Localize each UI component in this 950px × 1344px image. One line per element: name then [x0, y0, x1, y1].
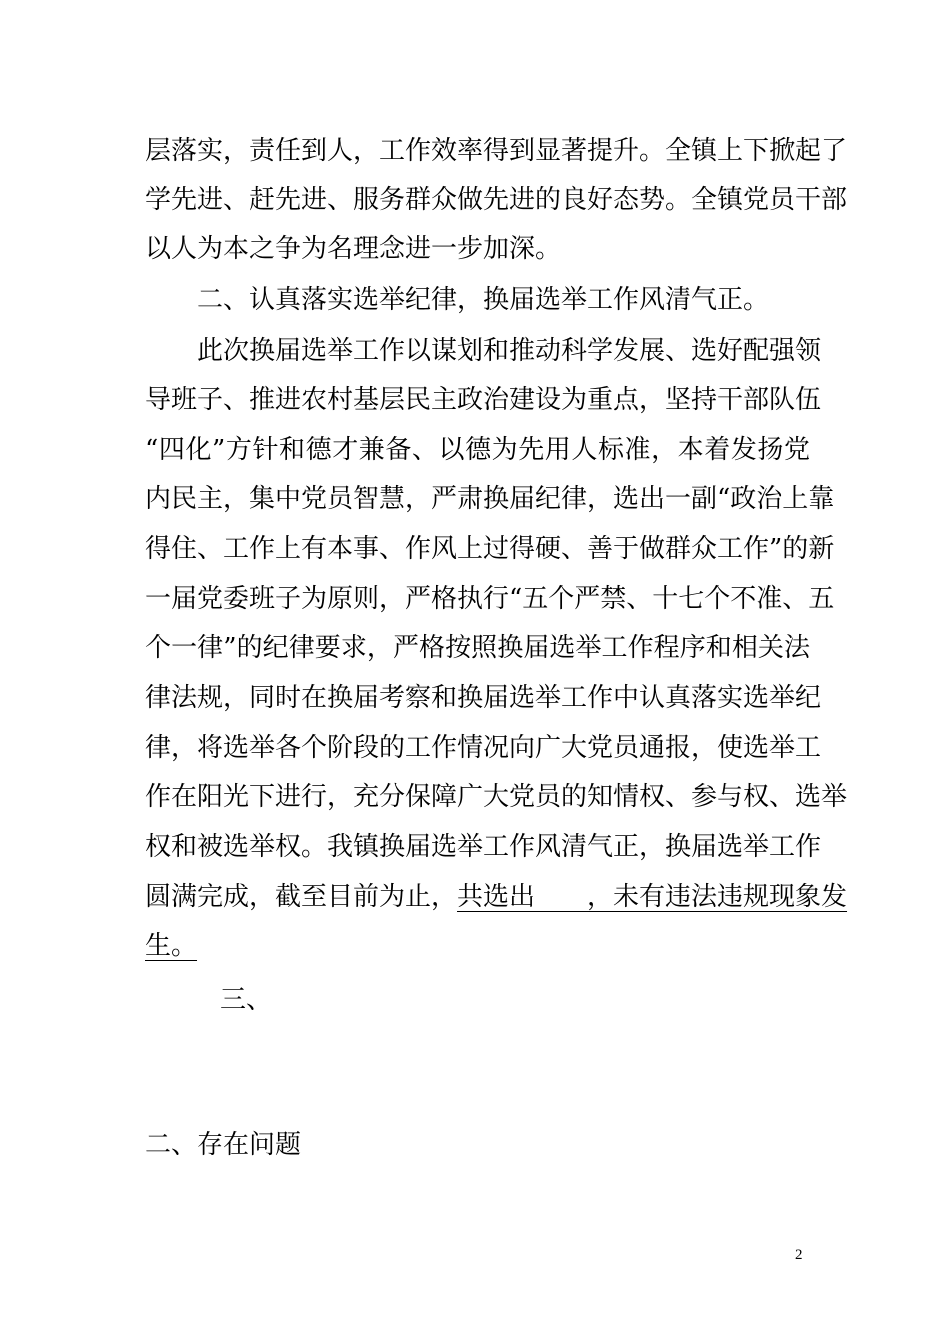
section-heading-three: 三、 [220, 985, 273, 1015]
page-number: 2 [795, 1247, 803, 1263]
body-line-5: 此次换届选举工作以谋划和推动科学发展、选好配强领 [197, 336, 822, 366]
body-line-8: 内民主，集中党员智慧，严肃换届纪律，选出一副“政治上靠 [145, 484, 835, 514]
body-line-16 [145, 880, 848, 914]
body-line-12: 律法规，同时在换届考察和换届选举工作中认真落实选举纪 [145, 683, 822, 713]
underlined-summary-text: 共选出 ，未有违法违规现象发 [457, 882, 848, 912]
body-line-10: 一届党委班子为原则，严格执行“五个严禁、十七个不准、五 [145, 584, 835, 614]
underlined-summary-end: 生。 [145, 931, 198, 961]
body-line-2: 学先进、赶先进、服务群众做先进的良好态势。全镇党员干部 [145, 185, 848, 215]
body-line-14: 作在阳光下进行，充分保障广大党员的知情权、参与权、选举 [145, 782, 848, 812]
body-line-11: 个一律”的纪律要求，严格按照换届选举工作程序和相关法 [145, 633, 810, 663]
body-line-9: 得住、工作上有本事、作风上过得硬、善于做群众工作”的新 [145, 534, 835, 564]
body-line-17 [145, 929, 810, 963]
body-line-16-text: 圆满完成，截至目前为止， [145, 882, 458, 912]
problems-heading: 二、存在问题 [145, 1130, 302, 1160]
body-line-15: 权和被选举权。我镇换届选举工作风清气正，换届选举工作 [145, 832, 822, 862]
section-heading-two: 二、认真落实选举纪律，换届选举工作风清气正。 [197, 285, 770, 315]
body-line-13: 律，将选举各个阶段的工作情况向广大党员通报，使选举工 [145, 733, 822, 763]
body-line-7: “四化”方针和德才兼备、以德为先用人标准，本着发扬党 [145, 435, 810, 465]
body-line-3: 以人为本之争为名理念进一步加深。 [145, 234, 562, 264]
body-line-6: 导班子、推进农村基层民主政治建设为重点，坚持干部队伍 [145, 385, 822, 415]
body-line-1: 层落实，责任到人，工作效率得到显著提升。全镇上下掀起了 [145, 136, 848, 166]
